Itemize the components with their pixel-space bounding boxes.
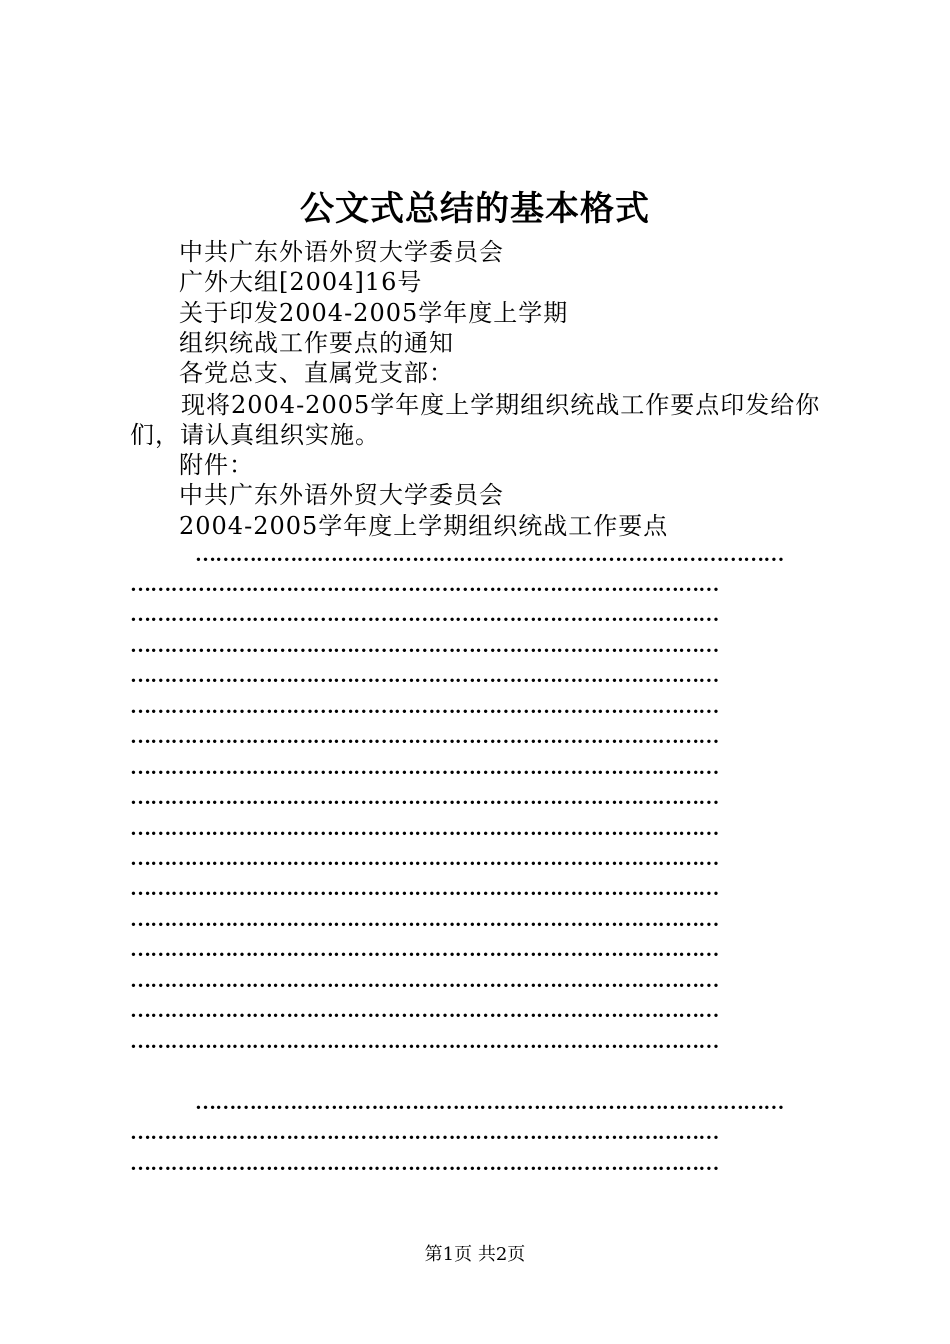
dot-leader-line: …………………………………………………………………………… [130, 1120, 719, 1144]
dot-leader-line: …………………………………………………………………………… [130, 846, 719, 870]
body-line-1: 现将2004-2005学年度上学期组织统战工作要点印发给你 [181, 391, 821, 419]
dot-leader-line: …………………………………………………………………………… [130, 724, 719, 748]
document-title: 公文式总结的基本格式 [300, 189, 650, 229]
page-footer: 第1页 共2页 [424, 1244, 526, 1265]
dot-leader-line: …………………………………………………………………………… [130, 755, 719, 779]
dot-leader-line: …………………………………………………………………………… [130, 816, 719, 840]
dot-leader-line: …………………………………………………………………………… [130, 785, 719, 809]
document-number: 广外大组[2004]16号 [179, 268, 423, 296]
dot-leader-line: …………………………………………………………………………… [130, 937, 719, 961]
dot-leader-line: …………………………………………………………………………… [130, 602, 719, 626]
subject-line-1: 关于印发2004-2005学年度上学期 [179, 299, 569, 327]
issuer-line: 中共广东外语外贸大学委员会 [179, 238, 504, 266]
body-line-2: 们，请认真组织实施。 [130, 421, 380, 449]
dot-leader-line: …………………………………………………………………………… [195, 1090, 784, 1114]
dot-leader-line: …………………………………………………………………………… [130, 663, 719, 687]
dot-leader-line: …………………………………………………………………………… [130, 998, 719, 1022]
dot-leader-line: …………………………………………………………………………… [130, 633, 719, 657]
dot-leader-line: …………………………………………………………………………… [130, 968, 719, 992]
attachment-title: 2004-2005学年度上学期组织统战工作要点 [179, 512, 669, 540]
attachment-label: 附件： [179, 451, 254, 479]
dot-leader-line: …………………………………………………………………………… [130, 907, 719, 931]
dot-leader-line: …………………………………………………………………………… [195, 542, 784, 566]
dot-leader-line: …………………………………………………………………………… [130, 1029, 719, 1053]
subject-line-2: 组织统战工作要点的通知 [179, 329, 454, 357]
dot-leader-line: …………………………………………………………………………… [130, 876, 719, 900]
attachment-issuer: 中共广东外语外贸大学委员会 [179, 481, 504, 509]
dot-leader-line: …………………………………………………………………………… [130, 572, 719, 596]
recipients-line: 各党总支、直属党支部： [179, 359, 454, 387]
dot-leader-line: …………………………………………………………………………… [130, 694, 719, 718]
dot-leader-line: …………………………………………………………………………… [130, 1151, 719, 1175]
